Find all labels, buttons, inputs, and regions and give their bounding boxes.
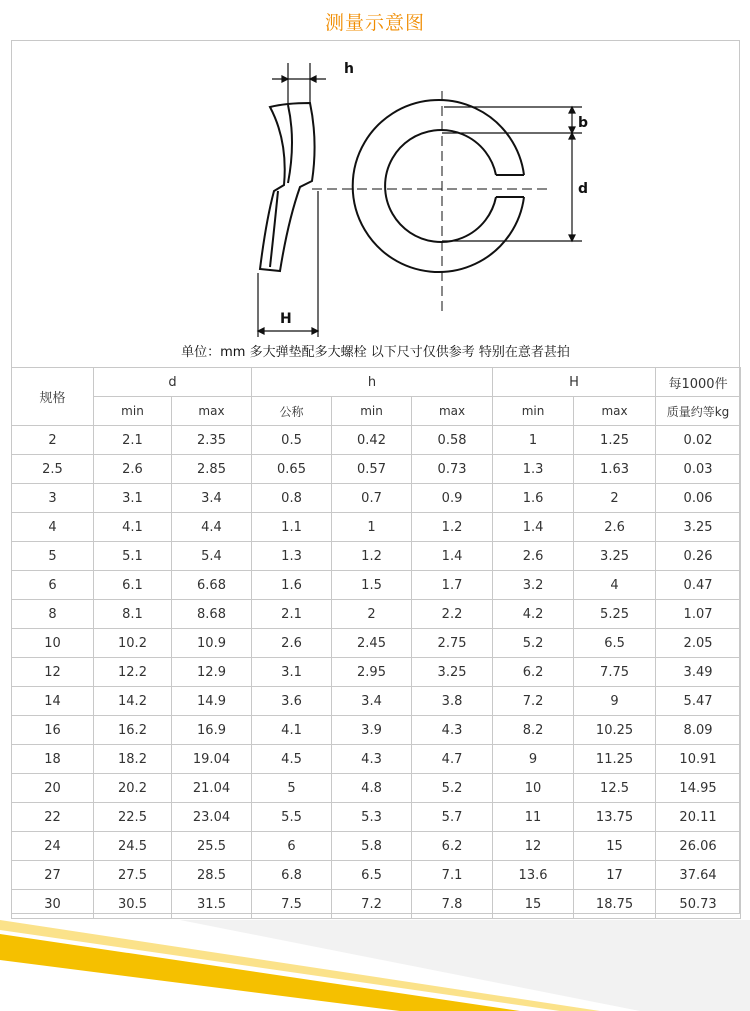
cell-H-max: 2 (574, 484, 656, 513)
cell-H-min: 12 (493, 832, 574, 861)
cell-d-max: 23.04 (172, 803, 252, 832)
table-row (12, 861, 741, 890)
washer-ring-inner (385, 130, 496, 242)
cell-d-min: 3.1 (94, 484, 172, 513)
cell-H-min: 1.3 (493, 455, 574, 484)
header-h-min: min (332, 397, 412, 426)
cell-d-max: 25.5 (172, 832, 252, 861)
cell-h-max: 3.25 (412, 658, 493, 687)
cell-H-min: 9 (493, 745, 574, 774)
cell-h-nominal: 3.6 (252, 687, 332, 716)
table-row (12, 658, 741, 687)
cell-d-min: 2.1 (94, 426, 172, 455)
cell-d-max: 14.9 (172, 687, 252, 716)
cell-weight: 20.11 (656, 803, 741, 832)
cell-spec: 2 (12, 426, 94, 455)
cell-weight: 8.09 (656, 716, 741, 745)
cell-h-min: 4.8 (332, 774, 412, 803)
cell-h-nominal: 4.1 (252, 716, 332, 745)
cell-weight: 10.91 (656, 745, 741, 774)
cell-H-max: 1.25 (574, 426, 656, 455)
cell-d-max: 31.5 (172, 890, 252, 919)
content-panel (11, 40, 740, 914)
cell-h-min: 5.8 (332, 832, 412, 861)
cell-H-min: 13.6 (493, 861, 574, 890)
cell-spec: 24 (12, 832, 94, 861)
cell-H-max: 5.25 (574, 600, 656, 629)
cell-spec: 4 (12, 513, 94, 542)
table-row (12, 745, 741, 774)
table-row (12, 484, 741, 513)
cell-weight: 2.05 (656, 629, 741, 658)
cell-spec: 27 (12, 861, 94, 890)
cell-H-max: 3.25 (574, 542, 656, 571)
cell-spec: 2.5 (12, 455, 94, 484)
cell-spec: 20 (12, 774, 94, 803)
header-d-min: min (94, 397, 172, 426)
page-title: 测量示意图 (324, 12, 425, 34)
cell-H-min: 5.2 (493, 629, 574, 658)
cell-h-max: 6.2 (412, 832, 493, 861)
cell-d-min: 18.2 (94, 745, 172, 774)
cell-d-min: 27.5 (94, 861, 172, 890)
cell-h-nominal: 6.8 (252, 861, 332, 890)
cell-spec: 8 (12, 600, 94, 629)
cell-spec: 16 (12, 716, 94, 745)
cell-d-max: 2.85 (172, 455, 252, 484)
cell-h-max: 3.8 (412, 687, 493, 716)
cell-h-nominal: 6 (252, 832, 332, 861)
decorative-yellow-stripe (0, 920, 750, 1011)
cell-d-min: 10.2 (94, 629, 172, 658)
b-label: b (578, 115, 589, 131)
cell-spec: 3 (12, 484, 94, 513)
cell-h-nominal: 5 (252, 774, 332, 803)
cell-h-max: 0.9 (412, 484, 493, 513)
cell-h-min: 2.45 (332, 629, 412, 658)
cell-d-min: 12.2 (94, 658, 172, 687)
d-label: d (578, 181, 589, 197)
cell-d-min: 20.2 (94, 774, 172, 803)
cell-d-min: 16.2 (94, 716, 172, 745)
cell-spec: 14 (12, 687, 94, 716)
cell-h-nominal: 1.3 (252, 542, 332, 571)
table-row (12, 774, 741, 803)
header-H-max: max (574, 397, 656, 426)
top-view (353, 100, 524, 272)
cell-H-max: 12.5 (574, 774, 656, 803)
cell-d-min: 14.2 (94, 687, 172, 716)
cell-h-nominal: 3.1 (252, 658, 332, 687)
table-row (12, 687, 741, 716)
cell-d-max: 28.5 (172, 861, 252, 890)
cell-H-min: 1.4 (493, 513, 574, 542)
cell-H-max: 17 (574, 861, 656, 890)
table-row (12, 600, 741, 629)
cell-h-nominal: 0.5 (252, 426, 332, 455)
washer-ring-outer (353, 100, 524, 272)
header-H: H (493, 368, 656, 397)
cell-h-nominal: 4.5 (252, 745, 332, 774)
cell-h-max: 2.75 (412, 629, 493, 658)
header-weight-line2: 质量约等kg (656, 397, 741, 426)
header-d: d (94, 368, 252, 397)
cell-h-min: 2.95 (332, 658, 412, 687)
cell-weight: 5.47 (656, 687, 741, 716)
cell-h-max: 7.8 (412, 890, 493, 919)
cell-weight: 0.06 (656, 484, 741, 513)
cell-h-nominal: 5.5 (252, 803, 332, 832)
cell-H-min: 7.2 (493, 687, 574, 716)
cell-spec: 12 (12, 658, 94, 687)
cell-h-min: 1.2 (332, 542, 412, 571)
cell-h-min: 1.5 (332, 571, 412, 600)
cell-H-max: 7.75 (574, 658, 656, 687)
cell-spec: 30 (12, 890, 94, 919)
header-d-max: max (172, 397, 252, 426)
header-h-max: max (412, 397, 493, 426)
header-H-min: min (493, 397, 574, 426)
cell-H-max: 15 (574, 832, 656, 861)
cell-weight: 0.47 (656, 571, 741, 600)
cell-H-min: 4.2 (493, 600, 574, 629)
cell-d-min: 2.6 (94, 455, 172, 484)
cell-d-max: 2.35 (172, 426, 252, 455)
cell-h-max: 4.7 (412, 745, 493, 774)
cell-d-min: 4.1 (94, 513, 172, 542)
cell-d-min: 8.1 (94, 600, 172, 629)
cell-h-max: 1.4 (412, 542, 493, 571)
table-row (12, 513, 741, 542)
cell-H-max: 4 (574, 571, 656, 600)
cell-d-min: 6.1 (94, 571, 172, 600)
cell-h-min: 0.57 (332, 455, 412, 484)
cell-h-nominal: 2.1 (252, 600, 332, 629)
cell-h-max: 4.3 (412, 716, 493, 745)
cell-H-max: 1.63 (574, 455, 656, 484)
header-weight-line1: 每1000件 (656, 368, 741, 397)
cell-d-max: 8.68 (172, 600, 252, 629)
cell-h-max: 1.7 (412, 571, 493, 600)
cell-d-max: 6.68 (172, 571, 252, 600)
cell-H-max: 10.25 (574, 716, 656, 745)
table-row (12, 426, 741, 455)
cell-h-max: 2.2 (412, 600, 493, 629)
cell-H-min: 1.6 (493, 484, 574, 513)
cell-d-min: 5.1 (94, 542, 172, 571)
cell-spec: 18 (12, 745, 94, 774)
cell-h-max: 0.58 (412, 426, 493, 455)
h-label: h (344, 61, 354, 77)
cell-h-min: 7.2 (332, 890, 412, 919)
cell-H-max: 9 (574, 687, 656, 716)
cell-h-max: 5.2 (412, 774, 493, 803)
side-view (260, 103, 315, 271)
cell-h-nominal: 0.65 (252, 455, 332, 484)
cell-weight: 14.95 (656, 774, 741, 803)
cell-h-max: 0.73 (412, 455, 493, 484)
cell-h-max: 5.7 (412, 803, 493, 832)
washer-side-outline (260, 103, 315, 271)
cell-h-nominal: 1.6 (252, 571, 332, 600)
cell-h-min: 5.3 (332, 803, 412, 832)
cell-h-max: 7.1 (412, 861, 493, 890)
cell-weight: 50.73 (656, 890, 741, 919)
table-row (12, 629, 741, 658)
cell-h-min: 3.4 (332, 687, 412, 716)
table-row (12, 542, 741, 571)
table-row (12, 832, 741, 861)
cell-H-min: 8.2 (493, 716, 574, 745)
cell-H-min: 15 (493, 890, 574, 919)
cell-h-min: 6.5 (332, 861, 412, 890)
cell-spec: 5 (12, 542, 94, 571)
cell-weight: 37.64 (656, 861, 741, 890)
cell-d-max: 19.04 (172, 745, 252, 774)
cell-h-nominal: 7.5 (252, 890, 332, 919)
cell-spec: 22 (12, 803, 94, 832)
centerlines (312, 91, 552, 311)
cell-weight: 1.07 (656, 600, 741, 629)
h-dimension (272, 63, 326, 103)
cell-d-max: 12.9 (172, 658, 252, 687)
cell-weight: 0.26 (656, 542, 741, 571)
cell-h-nominal: 0.8 (252, 484, 332, 513)
cell-H-max: 11.25 (574, 745, 656, 774)
cell-d-min: 24.5 (94, 832, 172, 861)
cell-spec: 6 (12, 571, 94, 600)
cell-weight: 0.03 (656, 455, 741, 484)
cell-H-max: 13.75 (574, 803, 656, 832)
table-row (12, 803, 741, 832)
table-row (12, 716, 741, 745)
cell-d-min: 30.5 (94, 890, 172, 919)
cell-h-min: 1 (332, 513, 412, 542)
spring-washer-diagram (12, 41, 739, 341)
header-h: h (252, 368, 493, 397)
cell-h-min: 2 (332, 600, 412, 629)
cell-H-min: 2.6 (493, 542, 574, 571)
header-spec: 规格 (12, 368, 94, 426)
cell-h-max: 1.2 (412, 513, 493, 542)
cell-H-max: 6.5 (574, 629, 656, 658)
cell-H-min: 3.2 (493, 571, 574, 600)
cell-h-nominal: 2.6 (252, 629, 332, 658)
cell-h-min: 3.9 (332, 716, 412, 745)
cell-H-min: 1 (493, 426, 574, 455)
spec-table (11, 367, 741, 919)
table-row (12, 571, 741, 600)
cell-d-min: 22.5 (94, 803, 172, 832)
cell-h-min: 0.42 (332, 426, 412, 455)
header-h-nominal: 公称 (252, 397, 332, 426)
unit-note: 单位：mm 多大弹垫配多大螺栓 以下尺寸仅供参考 特别在意者甚拍 (181, 345, 570, 360)
cell-H-min: 10 (493, 774, 574, 803)
header-row-2 (12, 397, 741, 426)
cell-H-min: 6.2 (493, 658, 574, 687)
cell-d-max: 21.04 (172, 774, 252, 803)
cell-h-nominal: 1.1 (252, 513, 332, 542)
cell-d-max: 5.4 (172, 542, 252, 571)
cell-weight: 0.02 (656, 426, 741, 455)
table-row (12, 455, 741, 484)
cell-weight: 3.49 (656, 658, 741, 687)
cell-d-max: 10.9 (172, 629, 252, 658)
H-label: H (280, 311, 292, 327)
cell-weight: 26.06 (656, 832, 741, 861)
cell-weight: 3.25 (656, 513, 741, 542)
cell-h-min: 4.3 (332, 745, 412, 774)
header-row-1 (12, 368, 741, 397)
cell-H-min: 11 (493, 803, 574, 832)
cell-d-max: 3.4 (172, 484, 252, 513)
cell-h-min: 0.7 (332, 484, 412, 513)
cell-spec: 10 (12, 629, 94, 658)
cell-d-max: 4.4 (172, 513, 252, 542)
cell-d-max: 16.9 (172, 716, 252, 745)
table-row (12, 890, 741, 919)
cell-H-max: 2.6 (574, 513, 656, 542)
cell-H-max: 18.75 (574, 890, 656, 919)
